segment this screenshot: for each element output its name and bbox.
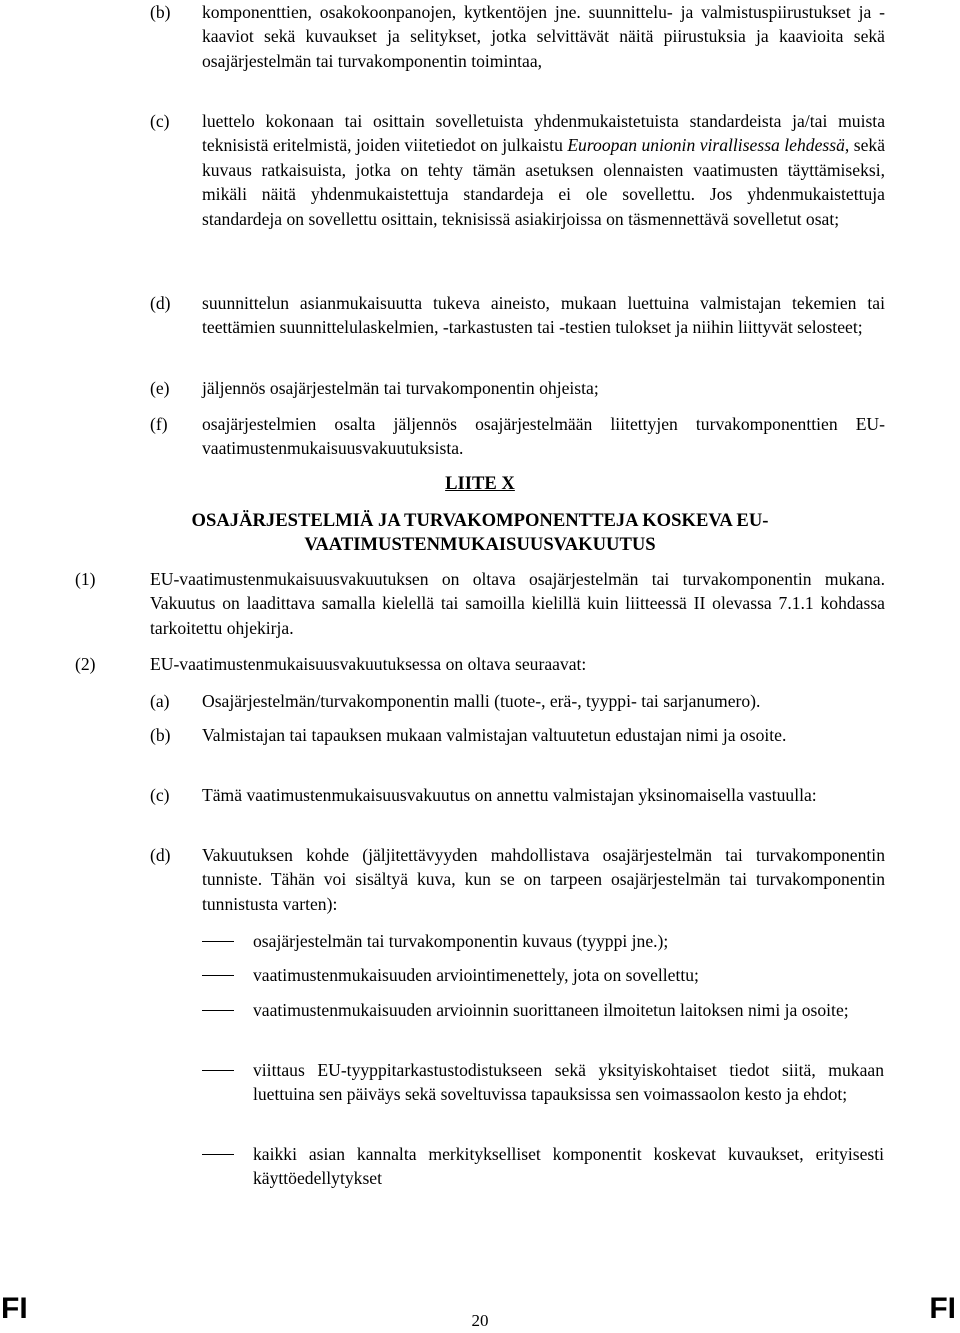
list-item-b (150, 0, 885, 73)
dash-bullet (202, 1058, 253, 1107)
dash-item-text: viittaus EU-tyyppitarkastustodistukseen sekä yksityiskohtaiset tiedot siitä, mukaan luettuina sen päiväys sekä soveltuvissa tapauksissa sen voimassaolon kesto ja ehdot; (253, 1060, 884, 1105)
dash-item (202, 963, 884, 987)
annex-title-text: LIITE X (445, 473, 515, 494)
dash-bullet (202, 1142, 253, 1191)
point-label: (1) (75, 569, 96, 589)
sub-item-text: Osajärjestelmän/turvakomponentin malli (tuote-, erä-, tyyppi- tai sarjanumero). (202, 691, 761, 711)
list-item-e (150, 376, 885, 400)
dash-bullet (202, 929, 253, 953)
list-item-c (150, 109, 885, 231)
point-label: (2) (75, 654, 96, 674)
numbered-point-2 (75, 652, 885, 676)
point-text: EU-vaatimustenmukaisuusvakuutuksessa on oltava seuraavat: (150, 654, 587, 674)
item-label: (b) (150, 2, 171, 22)
dash-item (202, 998, 884, 1022)
item-text (202, 109, 885, 231)
item-text: komponenttien, osakokoonpanojen, kytkentöjen jne. suunnittelu- ja valmistuspiirustukset ja -kaaviot sekä kuvaukset ja selitykset, jotka selvittävät näitä piirustuksia ja kaavioita sekä osajärjestelmän tai turvakomponentin toimintaa, (202, 2, 885, 71)
annex-title (0, 472, 960, 496)
point-text: EU-vaatimustenmukaisuusvakuutuksen on oltava osajärjestelmän tai turvakomponentin mukana. Vakuutus on laadittava samalla kielellä tai samoilla kielillä kuin liitteessä II olevassa 7.1.1 kohdassa tarkoitettu ohjekirja. (150, 569, 885, 638)
item-label: (f) (150, 414, 168, 434)
item-label: (e) (150, 378, 170, 398)
footer-language-code-right: FI (929, 1292, 956, 1325)
dash-item-text: vaatimustenmukaisuuden arvioinnin suorittaneen ilmoitetun laitoksen nimi ja osoite; (253, 1000, 849, 1020)
dash-item (202, 1142, 884, 1191)
list-item-f (150, 412, 885, 461)
item-label: (d) (150, 293, 171, 313)
annex-heading-line-2: VAATIMUSTENMUKAISUUSVAKUUTUS (304, 534, 656, 555)
page-number: 20 (471, 1311, 489, 1330)
sub-item-d (150, 843, 885, 916)
annex-heading-line-1: OSAJÄRJESTELMIÄ JA TURVAKOMPONENTTEJA KOSKEVA EU- (191, 510, 769, 531)
dash-item-text: vaatimustenmukaisuuden arviointimenettely, jota on sovellettu; (253, 965, 699, 985)
item-text-part: luettelo kokonaan tai osittain sovelletuista yhdenmukaistetuista standardeista ja/tai muista teknisistä eritelmistä, joiden viitetiedot on julkaistu (202, 111, 885, 156)
item-label: (c) (150, 111, 170, 131)
list-item-d (150, 291, 885, 340)
sub-item-label: (c) (150, 785, 170, 805)
dash-item-text: kaikki asian kannalta merkitykselliset komponentit koskevat kuvaukset, erityisesti käyttöedellytykset (253, 1144, 884, 1189)
item-text: suunnittelun asianmukaisuutta tukeva aineisto, mukaan luettuina valmistajan tekemien tai teettämien suunnittelulaskelmien, -tarkastusten tai -testien tulokset ja niihin liittyvät selosteet; (202, 293, 885, 338)
dash-bullet (202, 998, 253, 1022)
sub-item-b (150, 723, 885, 747)
journal-name: Euroopan unionin virallisessa lehdessä (567, 135, 845, 156)
item-text-part: , sekä kuvaus ratkaisuista, jotka on tehty tämän asetuksen olennaisten vaatimusten täyttämiseksi, mikäli näitä yhdenmukaistettuja standardeja ei ole sovellettu. Jos yhdenmukaistettuja standardeja on sovellettu osittain, teknisissä asiakirjoissa on täsmennettävä sovelletut osat; (202, 135, 885, 229)
item-text: osajärjestelmien osalta jäljennös osajärjestelmään liitettyjen turvakomponenttien EU-vaatimustenmukaisuusvakuutuksista. (202, 414, 885, 459)
sub-item-label: (b) (150, 725, 171, 745)
footer-language-code-left: FI (1, 1292, 28, 1325)
sub-item-label: (a) (150, 691, 170, 711)
dash-item (202, 929, 884, 953)
sub-item-a (150, 689, 885, 713)
sub-item-text: Tämä vaatimustenmukaisuusvakuutus on annettu valmistajan yksinomaisella vastuulla: (202, 785, 817, 805)
dash-item (202, 1058, 884, 1107)
dash-item-text: osajärjestelmän tai turvakomponentin kuvaus (tyyppi jne.); (253, 931, 669, 951)
dash-bullet (202, 963, 253, 987)
sub-item-text: Vakuutuksen kohde (jäljitettävyyden mahdollistava osajärjestelmän tai turvakomponentin tunniste. Tähän voi sisältyä kuva, kun se on tarpeen osajärjestelmän tai turvakomponentin tunnistusta varten): (202, 845, 885, 914)
item-text: jäljennös osajärjestelmän tai turvakomponentin ohjeista; (202, 378, 599, 398)
sub-item-label: (d) (150, 845, 171, 865)
sub-item-c (150, 783, 885, 807)
numbered-point-1 (75, 567, 885, 640)
sub-item-text: Valmistajan tai tapauksen mukaan valmistajan valtuutetun edustajan nimi ja osoite. (202, 725, 787, 745)
